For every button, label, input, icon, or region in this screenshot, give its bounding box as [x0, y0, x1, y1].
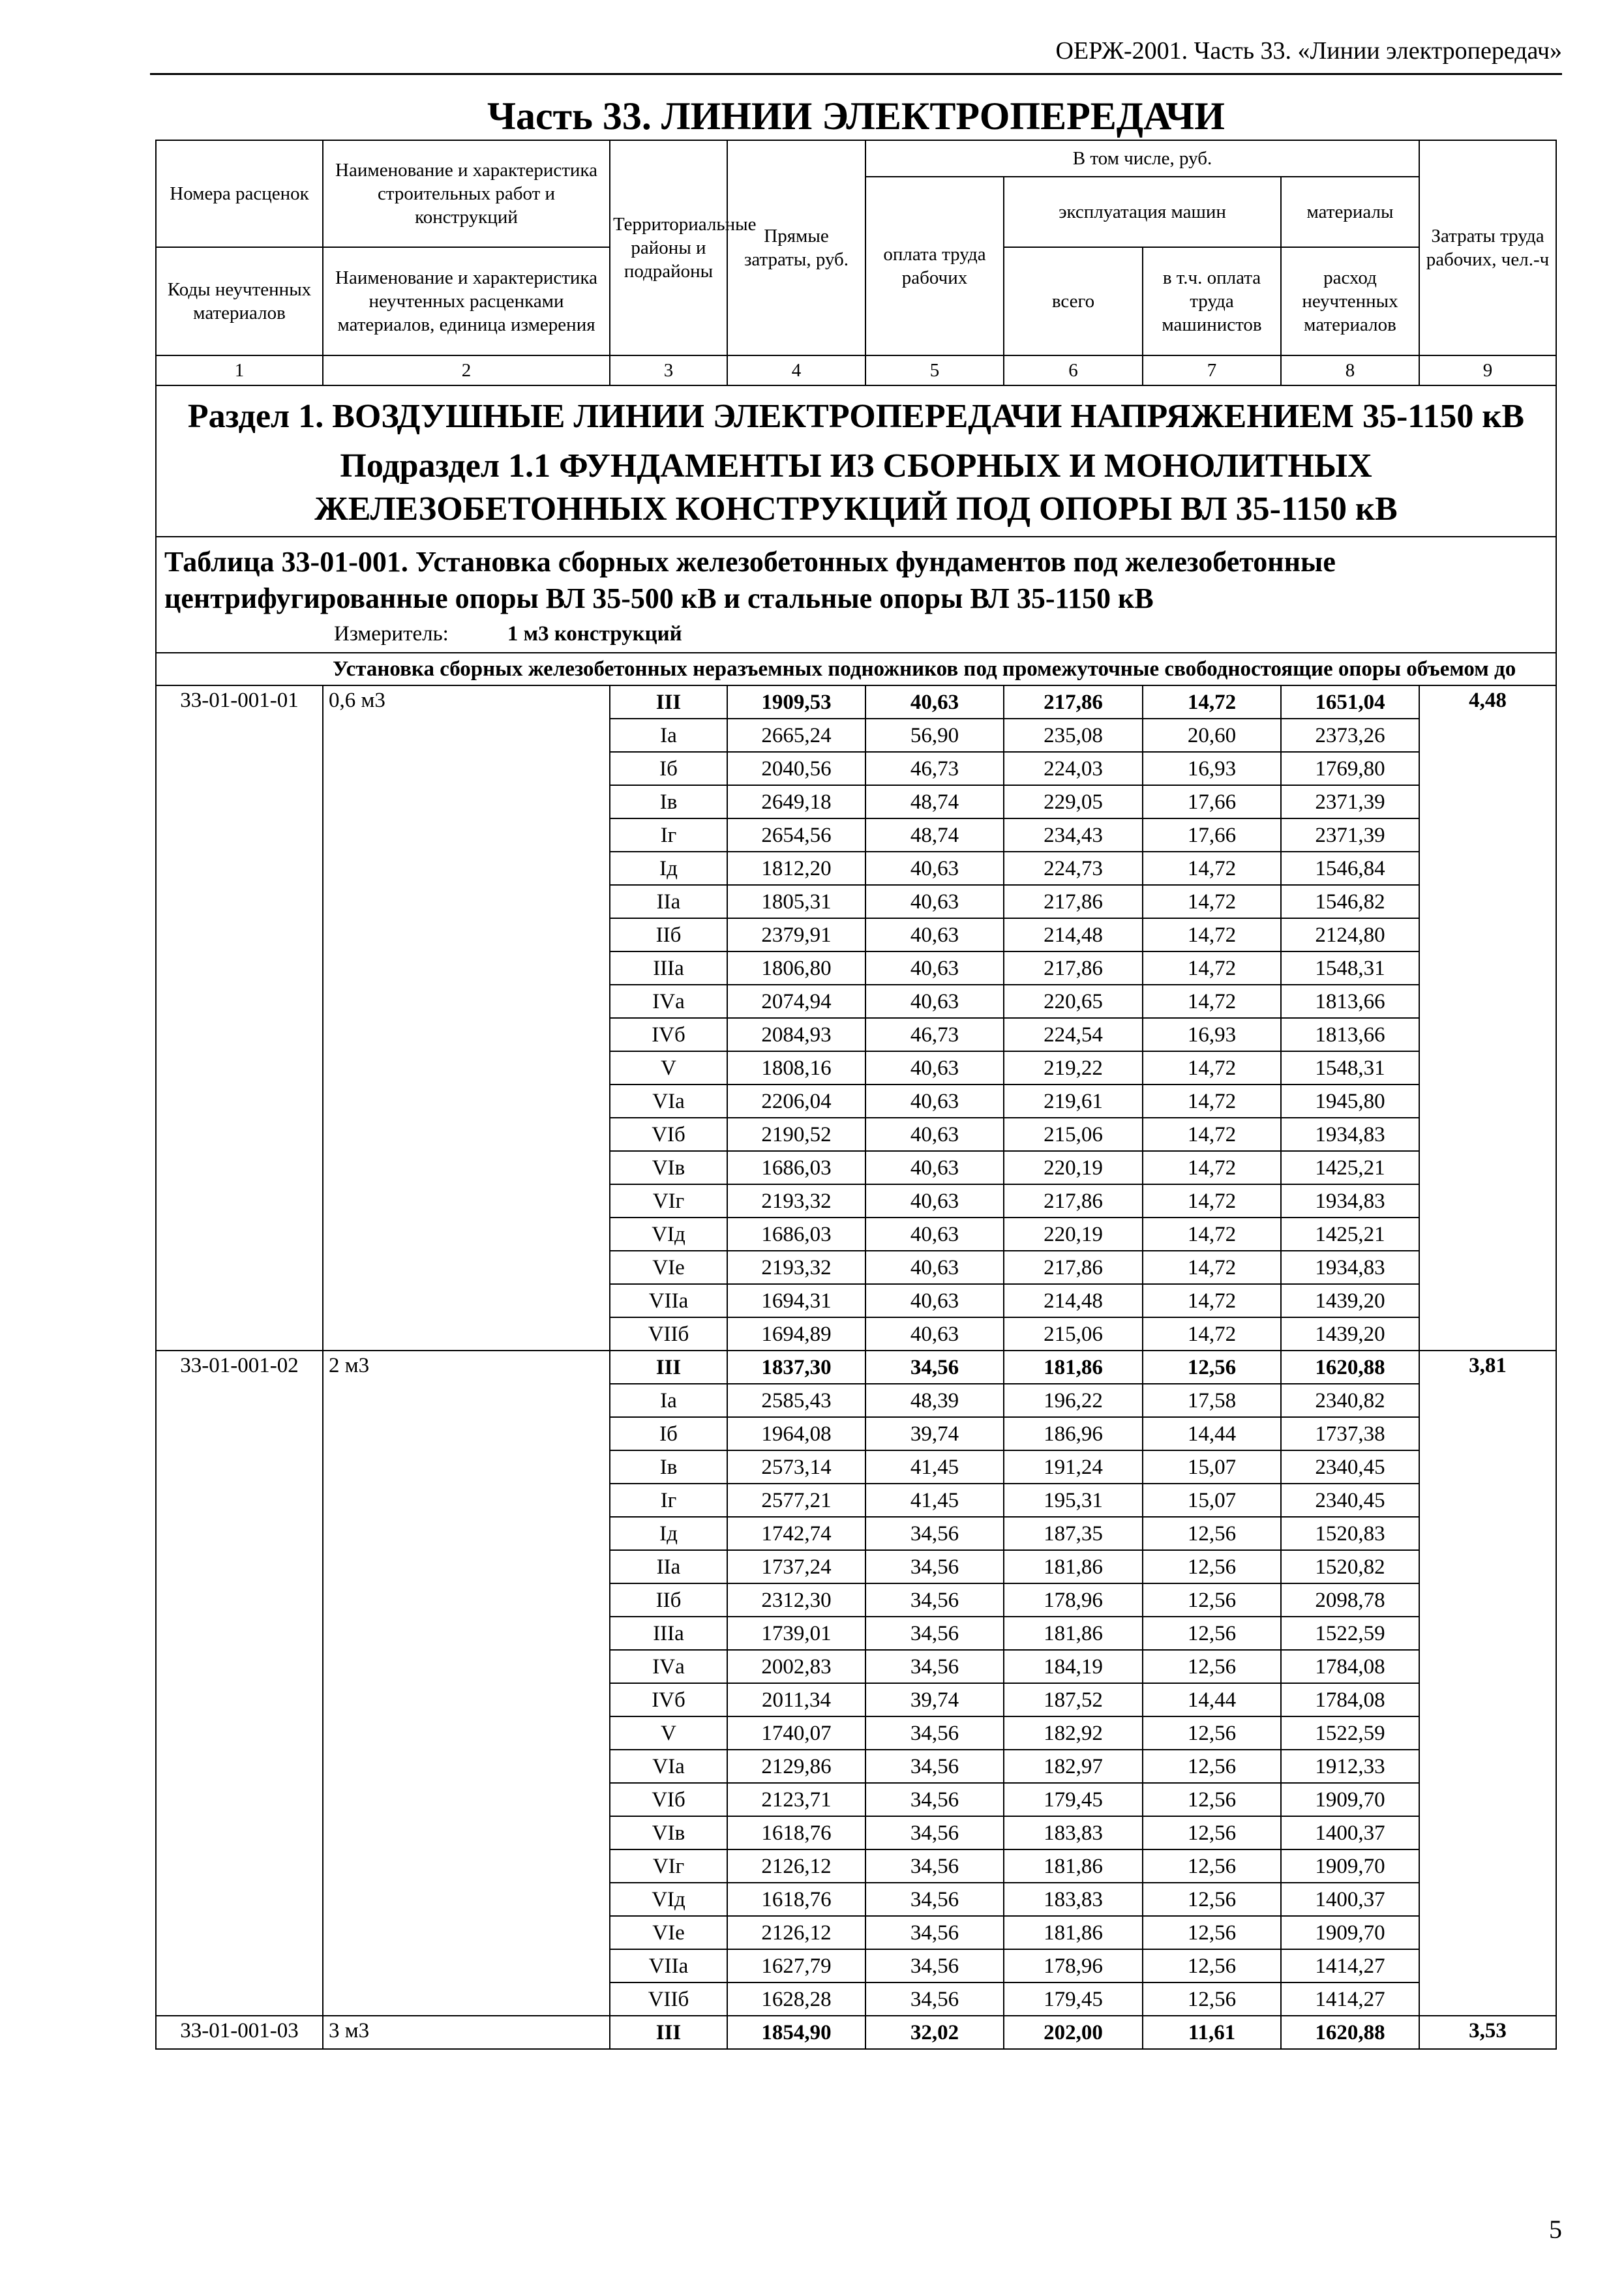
materials-cost: 1945,80 [1281, 1085, 1419, 1118]
direct-cost: 2074,94 [727, 985, 865, 1018]
table-row [156, 685, 1556, 719]
worker-pay: 46,73 [865, 1018, 1004, 1051]
materials-cost: 2340,45 [1281, 1450, 1419, 1484]
worker-pay: 40,63 [865, 1118, 1004, 1151]
direct-cost: 2573,14 [727, 1450, 865, 1484]
direct-cost: 1628,28 [727, 1982, 865, 2016]
machinist-pay: 15,07 [1143, 1484, 1281, 1517]
worker-pay: 34,56 [865, 1750, 1004, 1783]
machines-total: 179,45 [1004, 1982, 1143, 2016]
worker-pay: 34,56 [865, 1949, 1004, 1982]
table-title: Таблица 33-01-001. Установка сборных железобетонных фундаментов под железобетонные центрифугированные опоры ВЛ 35-500 кВ и стальные опоры ВЛ 35-1150 кВ [164, 546, 1336, 614]
territory: V [610, 1051, 727, 1085]
materials-cost: 1520,83 [1281, 1517, 1419, 1550]
direct-cost: 1618,76 [727, 1883, 865, 1916]
direct-cost: 2011,34 [727, 1683, 865, 1716]
machinist-pay: 14,72 [1143, 1151, 1281, 1184]
worker-pay: 48,74 [865, 785, 1004, 818]
worker-pay: 39,74 [865, 1417, 1004, 1450]
machines-total: 181,86 [1004, 1617, 1143, 1650]
machinist-pay: 14,72 [1143, 1085, 1281, 1118]
header-col1-bottom: Коды неучтенных материалов [156, 247, 323, 355]
machinist-pay: 16,93 [1143, 1018, 1281, 1051]
materials-cost: 1400,37 [1281, 1883, 1419, 1916]
machinist-pay: 14,72 [1143, 1218, 1281, 1251]
machines-total: 229,05 [1004, 785, 1143, 818]
materials-cost: 1546,84 [1281, 852, 1419, 885]
measure-line [164, 617, 1550, 648]
rate-code: 33-01-001-02 [156, 1351, 323, 2016]
rate-description: 3 м3 [323, 2016, 610, 2049]
machines-total: 191,24 [1004, 1450, 1143, 1484]
column-number: 9 [1419, 355, 1556, 385]
materials-cost: 1784,08 [1281, 1683, 1419, 1716]
machinist-pay: 14,44 [1143, 1683, 1281, 1716]
territory: VIв [610, 1816, 727, 1849]
territory: V [610, 1716, 727, 1750]
materials-cost: 1548,31 [1281, 951, 1419, 985]
materials-cost: 1439,20 [1281, 1284, 1419, 1317]
materials-cost: 1813,66 [1281, 985, 1419, 1018]
header-col4: Прямые затраты, руб. [727, 140, 865, 355]
territory: Iб [610, 1417, 727, 1450]
machines-total: 217,86 [1004, 885, 1143, 918]
direct-cost: 1739,01 [727, 1617, 865, 1650]
worker-pay: 34,56 [865, 1650, 1004, 1683]
worker-pay: 40,63 [865, 1284, 1004, 1317]
worker-pay: 56,90 [865, 719, 1004, 752]
machinist-pay: 12,56 [1143, 1783, 1281, 1816]
worker-pay: 41,45 [865, 1484, 1004, 1517]
worker-pay: 48,39 [865, 1384, 1004, 1417]
labor-cost: 4,48 [1419, 685, 1556, 1351]
direct-cost: 1694,89 [727, 1317, 865, 1351]
materials-cost: 1620,88 [1281, 1351, 1419, 1384]
machines-total: 181,86 [1004, 1916, 1143, 1949]
rate-code: 33-01-001-01 [156, 685, 323, 1351]
direct-cost: 2585,43 [727, 1384, 865, 1417]
worker-pay: 34,56 [865, 1783, 1004, 1816]
measure-value: 1 м3 конструкций [507, 622, 682, 646]
header-materials: материалы [1281, 177, 1419, 247]
machines-total: 224,03 [1004, 752, 1143, 785]
machines-total: 183,83 [1004, 1816, 1143, 1849]
territory: VIе [610, 1251, 727, 1284]
direct-cost: 1740,07 [727, 1716, 865, 1750]
worker-pay: 39,74 [865, 1683, 1004, 1716]
materials-cost: 1425,21 [1281, 1151, 1419, 1184]
machinist-pay: 14,72 [1143, 852, 1281, 885]
materials-cost: 1400,37 [1281, 1816, 1419, 1849]
table-row [156, 1351, 1556, 1384]
direct-cost: 2577,21 [727, 1484, 865, 1517]
machinist-pay: 14,72 [1143, 951, 1281, 985]
machines-total: 186,96 [1004, 1417, 1143, 1450]
machinist-pay: 12,56 [1143, 1849, 1281, 1883]
machinist-pay: 14,72 [1143, 1251, 1281, 1284]
materials-cost: 1737,38 [1281, 1417, 1419, 1450]
machinist-pay: 12,56 [1143, 1650, 1281, 1683]
materials-cost: 1520,82 [1281, 1550, 1419, 1583]
territory: VIд [610, 1218, 727, 1251]
direct-cost: 1618,76 [727, 1816, 865, 1849]
section-title: Раздел 1. ВОЗДУШНЫЕ ЛИНИИ ЭЛЕКТРОПЕРЕДАЧИ НАПРЯЖЕНИЕМ 35-1150 кВ [187, 398, 1525, 435]
column-number: 6 [1004, 355, 1143, 385]
direct-cost: 2002,83 [727, 1650, 865, 1683]
header-col7: в т.ч. оплата труда машинистов [1143, 247, 1281, 355]
worker-pay: 34,56 [865, 1583, 1004, 1617]
header-col5: оплата труда рабочих [865, 177, 1004, 355]
machinist-pay: 17,66 [1143, 818, 1281, 852]
machines-total: 181,86 [1004, 1849, 1143, 1883]
territory: III [610, 685, 727, 719]
machines-total: 234,43 [1004, 818, 1143, 852]
header-col3: Территориальные районы и подрайоны [610, 140, 727, 355]
worker-pay: 34,56 [865, 1550, 1004, 1583]
machinist-pay: 15,07 [1143, 1450, 1281, 1484]
machinist-pay: 14,72 [1143, 1184, 1281, 1218]
territory: VIIа [610, 1284, 727, 1317]
materials-cost: 1425,21 [1281, 1218, 1419, 1251]
worker-pay: 34,56 [865, 1617, 1004, 1650]
machines-total: 219,22 [1004, 1051, 1143, 1085]
territory: Iд [610, 1517, 727, 1550]
machinist-pay: 14,72 [1143, 1317, 1281, 1351]
direct-cost: 2193,32 [727, 1184, 865, 1218]
machines-total: 235,08 [1004, 719, 1143, 752]
direct-cost: 2193,32 [727, 1251, 865, 1284]
materials-cost: 1439,20 [1281, 1317, 1419, 1351]
header-col1-top: Номера расценок [156, 140, 323, 247]
column-number: 1 [156, 355, 323, 385]
territory: Iд [610, 852, 727, 885]
machinist-pay: 12,56 [1143, 1716, 1281, 1750]
machinist-pay: 16,93 [1143, 752, 1281, 785]
territory: IIа [610, 885, 727, 918]
direct-cost: 1686,03 [727, 1151, 865, 1184]
machinist-pay: 14,72 [1143, 918, 1281, 951]
machines-total: 181,86 [1004, 1550, 1143, 1583]
territory: Iв [610, 785, 727, 818]
territory: IVа [610, 985, 727, 1018]
materials-cost: 1934,83 [1281, 1251, 1419, 1284]
machines-total: 219,61 [1004, 1085, 1143, 1118]
worker-pay: 48,74 [865, 818, 1004, 852]
machines-total: 214,48 [1004, 1284, 1143, 1317]
machinist-pay: 12,56 [1143, 1949, 1281, 1982]
territory: VIб [610, 1783, 727, 1816]
machines-total: 187,52 [1004, 1683, 1143, 1716]
machines-total: 217,86 [1004, 685, 1143, 719]
territory: Iг [610, 818, 727, 852]
materials-cost: 1909,70 [1281, 1916, 1419, 1949]
rate-description: 2 м3 [323, 1351, 610, 2016]
machinist-pay: 12,56 [1143, 1583, 1281, 1617]
machines-total: 183,83 [1004, 1883, 1143, 1916]
materials-cost: 1912,33 [1281, 1750, 1419, 1783]
machines-total: 217,86 [1004, 1251, 1143, 1284]
territory: VIг [610, 1184, 727, 1218]
territory: IIIа [610, 951, 727, 985]
machinist-pay: 12,56 [1143, 1816, 1281, 1849]
section-heading [156, 385, 1556, 537]
territory: IVб [610, 1018, 727, 1051]
direct-cost: 1812,20 [727, 852, 865, 885]
materials-cost: 2373,26 [1281, 719, 1419, 752]
header-col9: Затраты труда рабочих, чел.-ч [1419, 140, 1556, 355]
machines-total: 215,06 [1004, 1118, 1143, 1151]
machinist-pay: 14,72 [1143, 985, 1281, 1018]
territory: VIв [610, 1151, 727, 1184]
machinist-pay: 12,56 [1143, 1617, 1281, 1650]
materials-cost: 1522,59 [1281, 1617, 1419, 1650]
worker-pay: 41,45 [865, 1450, 1004, 1484]
machines-total: 220,19 [1004, 1151, 1143, 1184]
group-title: Установка сборных железобетонных неразъемных подножников под промежуточные свободностоящие опоры объемом до [156, 653, 1556, 685]
direct-cost: 1806,80 [727, 951, 865, 985]
direct-cost: 2040,56 [727, 752, 865, 785]
direct-cost: 2126,12 [727, 1849, 865, 1883]
machinist-pay: 14,72 [1143, 885, 1281, 918]
machinist-pay: 14,44 [1143, 1417, 1281, 1450]
materials-cost: 2098,78 [1281, 1583, 1419, 1617]
direct-cost: 2649,18 [727, 785, 865, 818]
materials-cost: 1784,08 [1281, 1650, 1419, 1683]
territory: Iб [610, 752, 727, 785]
worker-pay: 34,56 [865, 1849, 1004, 1883]
machinist-pay: 11,61 [1143, 2016, 1281, 2049]
worker-pay: 40,63 [865, 1051, 1004, 1085]
machinist-pay: 12,56 [1143, 1750, 1281, 1783]
worker-pay: 40,63 [865, 885, 1004, 918]
machines-total: 224,73 [1004, 852, 1143, 885]
direct-cost: 2206,04 [727, 1085, 865, 1118]
header-machines: эксплуатация машин [1004, 177, 1281, 247]
machinist-pay: 14,72 [1143, 1051, 1281, 1085]
machinist-pay: 12,56 [1143, 1517, 1281, 1550]
worker-pay: 40,63 [865, 1218, 1004, 1251]
column-number: 8 [1281, 355, 1419, 385]
machinist-pay: 17,58 [1143, 1384, 1281, 1417]
materials-cost: 1934,83 [1281, 1118, 1419, 1151]
page-number: 5 [1549, 2215, 1562, 2244]
direct-cost: 1805,31 [727, 885, 865, 918]
subsection-title: Подраздел 1.1 ФУНДАМЕНТЫ ИЗ СБОРНЫХ И МОНОЛИТНЫХ ЖЕЛЕЗОБЕТОННЫХ КОНСТРУКЦИЙ ПОД ОПОРЫ ВЛ 35-1150 кВ [314, 447, 1398, 528]
materials-cost: 1651,04 [1281, 685, 1419, 719]
materials-cost: 1548,31 [1281, 1051, 1419, 1085]
header-col8: расход неучтенных материалов [1281, 247, 1419, 355]
materials-cost: 1934,83 [1281, 1184, 1419, 1218]
worker-pay: 34,56 [865, 1982, 1004, 2016]
column-number: 5 [865, 355, 1004, 385]
territory: IIб [610, 1583, 727, 1617]
materials-cost: 1813,66 [1281, 1018, 1419, 1051]
territory: IIIа [610, 1617, 727, 1650]
direct-cost: 1808,16 [727, 1051, 865, 1085]
machinist-pay: 12,56 [1143, 1550, 1281, 1583]
territory: VIб [610, 1118, 727, 1151]
machinist-pay: 14,72 [1143, 1284, 1281, 1317]
table-heading [156, 537, 1556, 653]
direct-cost: 1737,24 [727, 1550, 865, 1583]
labor-cost: 3,81 [1419, 1351, 1556, 2016]
materials-cost: 2340,82 [1281, 1384, 1419, 1417]
machinist-pay: 14,72 [1143, 1118, 1281, 1151]
territory: Iа [610, 1384, 727, 1417]
rate-description: 0,6 м3 [323, 685, 610, 1351]
direct-cost: 1694,31 [727, 1284, 865, 1317]
worker-pay: 40,63 [865, 918, 1004, 951]
machinist-pay: 12,56 [1143, 1916, 1281, 1949]
page-title: Часть 33. ЛИНИИ ЭЛЕКТРОПЕРЕДАЧИ [487, 95, 1225, 138]
direct-cost: 2379,91 [727, 918, 865, 951]
territory: VIг [610, 1849, 727, 1883]
machines-total: 178,96 [1004, 1949, 1143, 1982]
territory: Iг [610, 1484, 727, 1517]
materials-cost: 1414,27 [1281, 1982, 1419, 2016]
table-row [156, 2016, 1556, 2049]
header-including: В том числе, руб. [865, 140, 1419, 177]
direct-cost: 2129,86 [727, 1750, 865, 1783]
worker-pay: 40,63 [865, 852, 1004, 885]
column-number: 2 [323, 355, 610, 385]
worker-pay: 34,56 [865, 1351, 1004, 1384]
worker-pay: 34,56 [865, 1883, 1004, 1916]
territory: VIIб [610, 1317, 727, 1351]
labor-cost: 3,53 [1419, 2016, 1556, 2049]
header-col2-bottom: Наименование и характеристика неучтенных расценками материалов, единица измерения [323, 247, 610, 355]
machines-total: 217,86 [1004, 951, 1143, 985]
worker-pay: 32,02 [865, 2016, 1004, 2049]
territory: VIIа [610, 1949, 727, 1982]
materials-cost: 1546,82 [1281, 885, 1419, 918]
direct-cost: 1742,74 [727, 1517, 865, 1550]
machinist-pay: 12,56 [1143, 1982, 1281, 2016]
machinist-pay: 20,60 [1143, 719, 1281, 752]
materials-cost: 1522,59 [1281, 1716, 1419, 1750]
direct-cost: 2190,52 [727, 1118, 865, 1151]
territory: IVа [610, 1650, 727, 1683]
materials-cost: 1620,88 [1281, 2016, 1419, 2049]
territory: IVб [610, 1683, 727, 1716]
worker-pay: 40,63 [865, 951, 1004, 985]
machines-total: 224,54 [1004, 1018, 1143, 1051]
worker-pay: 34,56 [865, 1816, 1004, 1849]
territory: VIIб [610, 1982, 727, 2016]
machines-total: 179,45 [1004, 1783, 1143, 1816]
machines-total: 184,19 [1004, 1650, 1143, 1683]
territory: VIа [610, 1085, 727, 1118]
header-col2-top: Наименование и характеристика строительных работ и конструкций [323, 140, 610, 247]
direct-cost: 2126,12 [727, 1916, 865, 1949]
machines-total: 182,92 [1004, 1716, 1143, 1750]
machines-total: 202,00 [1004, 2016, 1143, 2049]
worker-pay: 34,56 [865, 1716, 1004, 1750]
materials-cost: 1414,27 [1281, 1949, 1419, 1982]
worker-pay: 40,63 [865, 1151, 1004, 1184]
direct-cost: 1837,30 [727, 1351, 865, 1384]
territory: VIд [610, 1883, 727, 1916]
direct-cost: 2665,24 [727, 719, 865, 752]
direct-cost: 2312,30 [727, 1583, 865, 1617]
direct-cost: 2654,56 [727, 818, 865, 852]
machines-total: 220,65 [1004, 985, 1143, 1018]
machines-total: 195,31 [1004, 1484, 1143, 1517]
machinist-pay: 14,72 [1143, 685, 1281, 719]
machines-total: 217,86 [1004, 1184, 1143, 1218]
direct-cost: 1909,53 [727, 685, 865, 719]
materials-cost: 1909,70 [1281, 1783, 1419, 1816]
direct-cost: 2123,71 [727, 1783, 865, 1816]
worker-pay: 34,56 [865, 1916, 1004, 1949]
machines-total: 196,22 [1004, 1384, 1143, 1417]
territory: III [610, 1351, 727, 1384]
worker-pay: 46,73 [865, 752, 1004, 785]
direct-cost: 1964,08 [727, 1417, 865, 1450]
machines-total: 214,48 [1004, 918, 1143, 951]
rates-table [155, 140, 1557, 2050]
worker-pay: 40,63 [865, 1085, 1004, 1118]
worker-pay: 40,63 [865, 685, 1004, 719]
direct-cost: 1686,03 [727, 1218, 865, 1251]
machines-total: 181,86 [1004, 1351, 1143, 1384]
materials-cost: 2340,45 [1281, 1484, 1419, 1517]
machines-total: 220,19 [1004, 1218, 1143, 1251]
running-header: ОЕРЖ-2001. Часть 33. «Линии электропередач» [150, 34, 1562, 75]
machines-total: 187,35 [1004, 1517, 1143, 1550]
machinist-pay: 17,66 [1143, 785, 1281, 818]
territory: VIе [610, 1916, 727, 1949]
territory: IIа [610, 1550, 727, 1583]
worker-pay: 40,63 [865, 985, 1004, 1018]
worker-pay: 40,63 [865, 1251, 1004, 1284]
materials-cost: 2124,80 [1281, 918, 1419, 951]
machines-total: 182,97 [1004, 1750, 1143, 1783]
territory: VIа [610, 1750, 727, 1783]
worker-pay: 34,56 [865, 1517, 1004, 1550]
machines-total: 215,06 [1004, 1317, 1143, 1351]
territory: IIб [610, 918, 727, 951]
materials-cost: 2371,39 [1281, 818, 1419, 852]
rate-code: 33-01-001-03 [156, 2016, 323, 2049]
measure-label: Измеритель: [334, 622, 449, 646]
header-col6: всего [1004, 247, 1143, 355]
territory: III [610, 2016, 727, 2049]
direct-cost: 2084,93 [727, 1018, 865, 1051]
direct-cost: 1854,90 [727, 2016, 865, 2049]
materials-cost: 1769,80 [1281, 752, 1419, 785]
materials-cost: 2371,39 [1281, 785, 1419, 818]
machines-total: 178,96 [1004, 1583, 1143, 1617]
machinist-pay: 12,56 [1143, 1883, 1281, 1916]
worker-pay: 40,63 [865, 1317, 1004, 1351]
materials-cost: 1909,70 [1281, 1849, 1419, 1883]
column-number: 3 [610, 355, 727, 385]
direct-cost: 1627,79 [727, 1949, 865, 1982]
machinist-pay: 12,56 [1143, 1351, 1281, 1384]
territory: Iа [610, 719, 727, 752]
territory: Iв [610, 1450, 727, 1484]
column-number: 7 [1143, 355, 1281, 385]
worker-pay: 40,63 [865, 1184, 1004, 1218]
column-number: 4 [727, 355, 865, 385]
